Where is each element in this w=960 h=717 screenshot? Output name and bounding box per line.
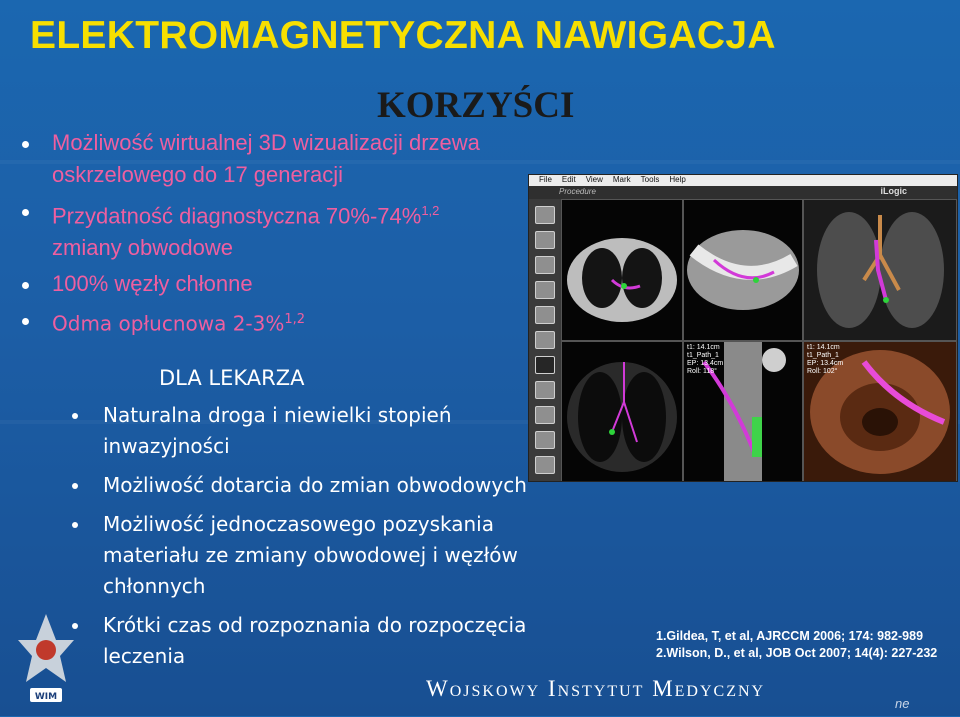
overlay-line: t1: 14.1cm	[687, 344, 720, 351]
benefit-text: zmiany obwodowe	[52, 235, 233, 261]
doctor-heading: DLA LEKARZA	[159, 366, 305, 390]
emblem-text: WIM	[34, 692, 58, 702]
ct-axial-view[interactable]	[561, 199, 683, 341]
tip-view[interactable]	[683, 341, 803, 482]
tip-overlay	[687, 344, 723, 376]
zoom-in-icon[interactable]	[535, 206, 555, 224]
reference-item: 1.Gildea, T, et al, AJRCCM 2006; 174: 982-989	[656, 629, 924, 643]
virtual-bronchoscopy-view[interactable]	[803, 341, 957, 482]
overlay-line: Roll: 102°	[807, 368, 838, 375]
zoom-out-icon[interactable]	[535, 231, 555, 249]
target-icon[interactable]	[535, 281, 555, 299]
benefits-list	[22, 127, 562, 344]
grid-icon[interactable]	[535, 356, 555, 374]
navigation-software-screenshot	[528, 174, 958, 482]
benefit-item	[22, 195, 462, 264]
overlay-line: Roll: 118°	[687, 368, 717, 375]
wim-emblem	[16, 610, 76, 710]
reference-item: 2.Wilson, D., et al, JOB Oct 2007; 14(4): 227-232	[656, 646, 938, 660]
slide-subtitle: KORZYŚCI	[377, 85, 575, 126]
slide-title: ELEKTROMAGNETYCZNA NAWIGACJA	[30, 14, 776, 57]
benefit-item	[22, 304, 562, 340]
doctor-item: Możliwość dotarcia do zmian obwodowych	[70, 470, 590, 501]
menu-help[interactable]: Help	[669, 175, 686, 184]
app-menubar	[529, 175, 957, 186]
measure-icon[interactable]	[535, 306, 555, 324]
menu-edit[interactable]: Edit	[561, 175, 576, 184]
corner-logo	[893, 694, 923, 712]
menu-view[interactable]: View	[585, 175, 603, 184]
institute-footer: Wojskowy Instytut Medyczny	[426, 676, 766, 701]
doctor-item: Możliwość jednoczasowego pozyskania materiału ze zmiany obwodowej i węzłów chłonnych	[70, 509, 553, 602]
3d-bronchial-tree-view[interactable]	[803, 199, 957, 341]
overlay-line: EP: 13.4cm	[687, 360, 724, 367]
settings-icon[interactable]	[535, 431, 555, 449]
print-icon[interactable]	[535, 406, 555, 424]
corner-logo-text: ne	[895, 696, 910, 711]
menu-mark[interactable]: Mark	[612, 175, 631, 184]
references	[656, 628, 937, 662]
benefit-item: 100% węzły chłonne	[22, 268, 562, 300]
overlay-line: t1_Path_1	[807, 352, 839, 359]
citation-sup: 1,2	[421, 203, 440, 218]
ct-lung-view[interactable]	[561, 341, 683, 482]
window-level-icon[interactable]	[535, 381, 555, 399]
benefit-text: Przydatność diagnostyczna 70%-74%	[52, 203, 422, 229]
overlay-line: t1_Path_1	[687, 352, 719, 359]
benefit-item: Możliwość wirtualnej 3D wizualizacji drzewa oskrzelowego do 17 generacji	[22, 127, 512, 191]
layout-icon[interactable]	[535, 331, 555, 349]
overlay-line: EP: 13.4cm	[807, 360, 844, 367]
doctor-item: Naturalna droga i niewielki stopień inwazyjności	[70, 400, 493, 462]
benefit-text: Odma opłucnowa 2-3%	[52, 311, 285, 336]
export-icon[interactable]	[535, 456, 555, 474]
pencil-icon[interactable]	[535, 256, 555, 274]
bronchoscopy-overlay	[807, 344, 843, 376]
ct-coronal-view[interactable]	[683, 199, 803, 341]
app-logo: iLogic	[880, 186, 907, 196]
menu-tools[interactable]: Tools	[640, 175, 660, 184]
tool-palette	[529, 199, 559, 481]
menu-file[interactable]: File	[539, 175, 552, 184]
doctor-item: Krótki czas od rozpoznania do rozpoczęcia leczenia	[70, 610, 553, 672]
overlay-line: t1: 14.1cm	[807, 344, 840, 351]
doctor-list	[70, 400, 590, 680]
procedure-label: Procedure	[559, 187, 596, 196]
app-status-bar	[529, 186, 957, 199]
citation-sup: 1,2	[284, 312, 306, 328]
